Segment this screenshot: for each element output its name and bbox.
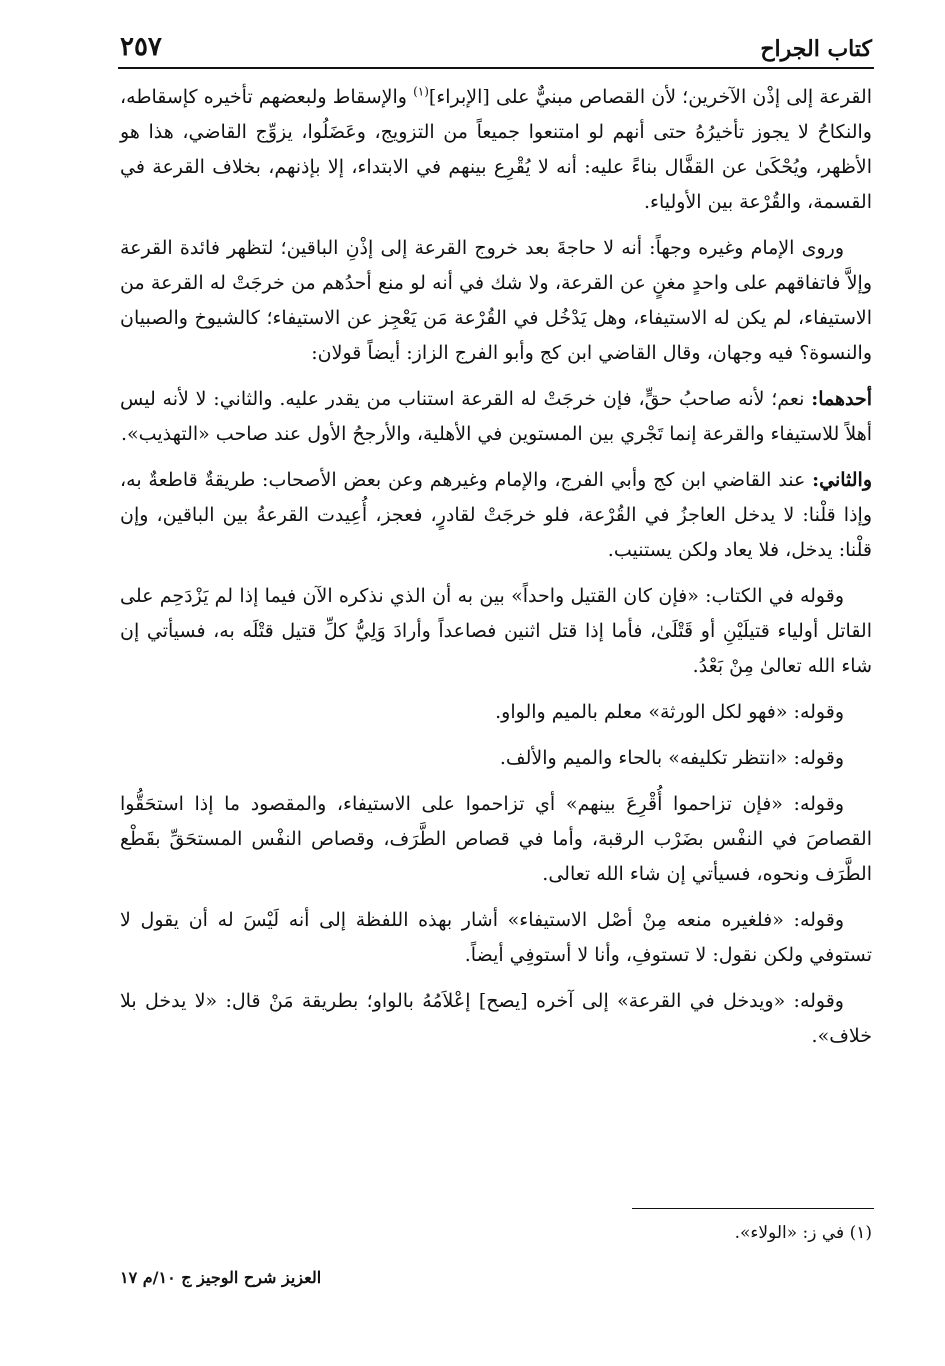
paragraph-text: وروى الإمام وغيره وجهاً: أنه لا حاجةَ بعد خروج القرعة إلى إذْنِ الباقين؛ لتظهر فائدة القرعة وإلاَّ فاتفاقهم على واحدٍ مغنٍ عن القرعة، ولا شك في أنه لو منع أحدُهم من خرجَتْ له القرعة من الاستيفاء، لم يكن له الاستيفاء، وهل يَدْخُل في القُرْعة مَن يَعْجِز عن الاستيفاء؛ كالشيوخ والصبيان والنسوة؟ فيه وجهان، وقال القاضي ابن كج وأبو الفرج الزاز: أيضاً قولان: bbox=[120, 237, 872, 364]
paragraph-lead: والثاني: bbox=[812, 469, 872, 491]
paragraph-10 bbox=[120, 984, 872, 1054]
footnote-mark: (١) bbox=[413, 84, 429, 99]
paragraph-4 bbox=[120, 463, 872, 568]
running-title: كتاب الجراح bbox=[760, 36, 872, 62]
paragraph-text: نعم؛ لأنه صاحبُ حقٍّ، فإن خرجَتْ له القرعة استناب من يقدر عليه. والثاني: لا لأنه ليس أهلاً للاستيفاء والقرعة إنما تَجْري بين المستوين في الأهلية، والأرجحُ الأول عند صاحب «التهذيب». bbox=[120, 388, 872, 445]
paragraph-6 bbox=[120, 695, 872, 730]
paragraph-lead: أحدهما: bbox=[811, 388, 872, 410]
footnote: (١) في ز: «الولاء». bbox=[734, 1223, 872, 1243]
page-number: ٢٥٧ bbox=[120, 32, 162, 62]
paragraph-text: وقوله: «انتظر تكليفه» بالحاء والميم والألف. bbox=[499, 747, 844, 769]
paragraph-text: وقوله: «ويدخل في القرعة» إلى آخره [يصح] إعْلاَمُهُ بالواو؛ بطريقة مَنْ قال: «لا يدخل بلا خلاف». bbox=[120, 990, 872, 1047]
paragraph-text: وقوله في الكتاب: «فإن كان القتيل واحداً» بين به أن الذي نذكره الآن فيما إذا لم يَزْدَحِم على القاتل أولياء قتيلَيْنِ أو قَتْلَىٰ، فأما إذا قتل اثنين فصاعداً وأرادَ وَلِيُّ كلِّ قتيل قتْلَه به، فسيأتي إن شاء الله تعالىٰ مِنْ بَعْدُ. bbox=[120, 585, 872, 677]
paragraph-text: وقوله: «فإن تزاحموا أُقْرِعَ بينهم» أي تزاحموا على الاستيفاء، والمقصود ما إذا استحَقُّوا القصاصَ في النفْس بضَرْب الرقبة، وأما في قصاص الطَّرَف، وقصاص النفْس المستحَقِّ بقَطْع الطَّرَف ونحوه، فسيأتي إن شاء الله تعالى. bbox=[120, 793, 872, 885]
paragraph-9 bbox=[120, 903, 872, 973]
paragraph-1 bbox=[120, 80, 872, 220]
main-text bbox=[120, 80, 872, 1065]
paragraph-3 bbox=[120, 382, 872, 452]
paragraph-text: عند القاضي ابن كج وأبي الفرج، والإمام وغيرهم وعن بعض الأصحاب: طريقةٌ قاطعةٌ به، وإذا قلْنا: لا يدخل العاجزُ في القُرْعة، فلو خرجَتْ لقادرٍ، فعجز، أُعِيدت القرعةُ بين الباقين، وإن قلْنا: يدخل، فلا يعاد ولكن يستنيب. bbox=[120, 469, 872, 561]
paragraph-text: وقوله: «فلغيره منعه مِنْ أصْل الاستيفاء» أشار بهذه اللفظة إلى أنه لَيْسَ له أن يقول لا تستوفي ولكن نقول: لا تستوفِ، وأنا لا أستوفِي أيضاً. bbox=[120, 909, 872, 966]
footnote-separator bbox=[632, 1208, 874, 1209]
paragraph-5 bbox=[120, 579, 872, 684]
paragraph-text: وقوله: «فهو لكل الورثة» معلم بالميم والواو. bbox=[495, 701, 844, 723]
paragraph-text: القرعة إلى إذْن الآخرين؛ لأن القصاص مبنيٌّ على [الإبراء] bbox=[428, 86, 872, 108]
page-footer: العزيز شرح الوجيز ج ١٠/م ١٧ bbox=[120, 1268, 322, 1287]
paragraph-7 bbox=[120, 741, 872, 776]
page-header bbox=[120, 26, 872, 62]
paragraph-text: والإسقاط ولبعضهم تأخيره كإسقاطه، والنكاحُ لا يجوز تأخيرُهُ حتى أنهم لو امتنعوا جميعاً من التزويج، وعَضَلُوا، يزوِّج القاضي، هذا هو الأظهر، ويُحْكَىٰ عن القفَّال بناءً عليه: أنه لا يُقْرِع بينهم في الابتداء، إلا بإذنهم، بخلاف القرعة في القسمة، والقُرْعة بين الأولياء. bbox=[120, 86, 872, 213]
paragraph-8 bbox=[120, 787, 872, 892]
paragraph-2 bbox=[120, 231, 872, 371]
header-rule bbox=[118, 67, 874, 69]
